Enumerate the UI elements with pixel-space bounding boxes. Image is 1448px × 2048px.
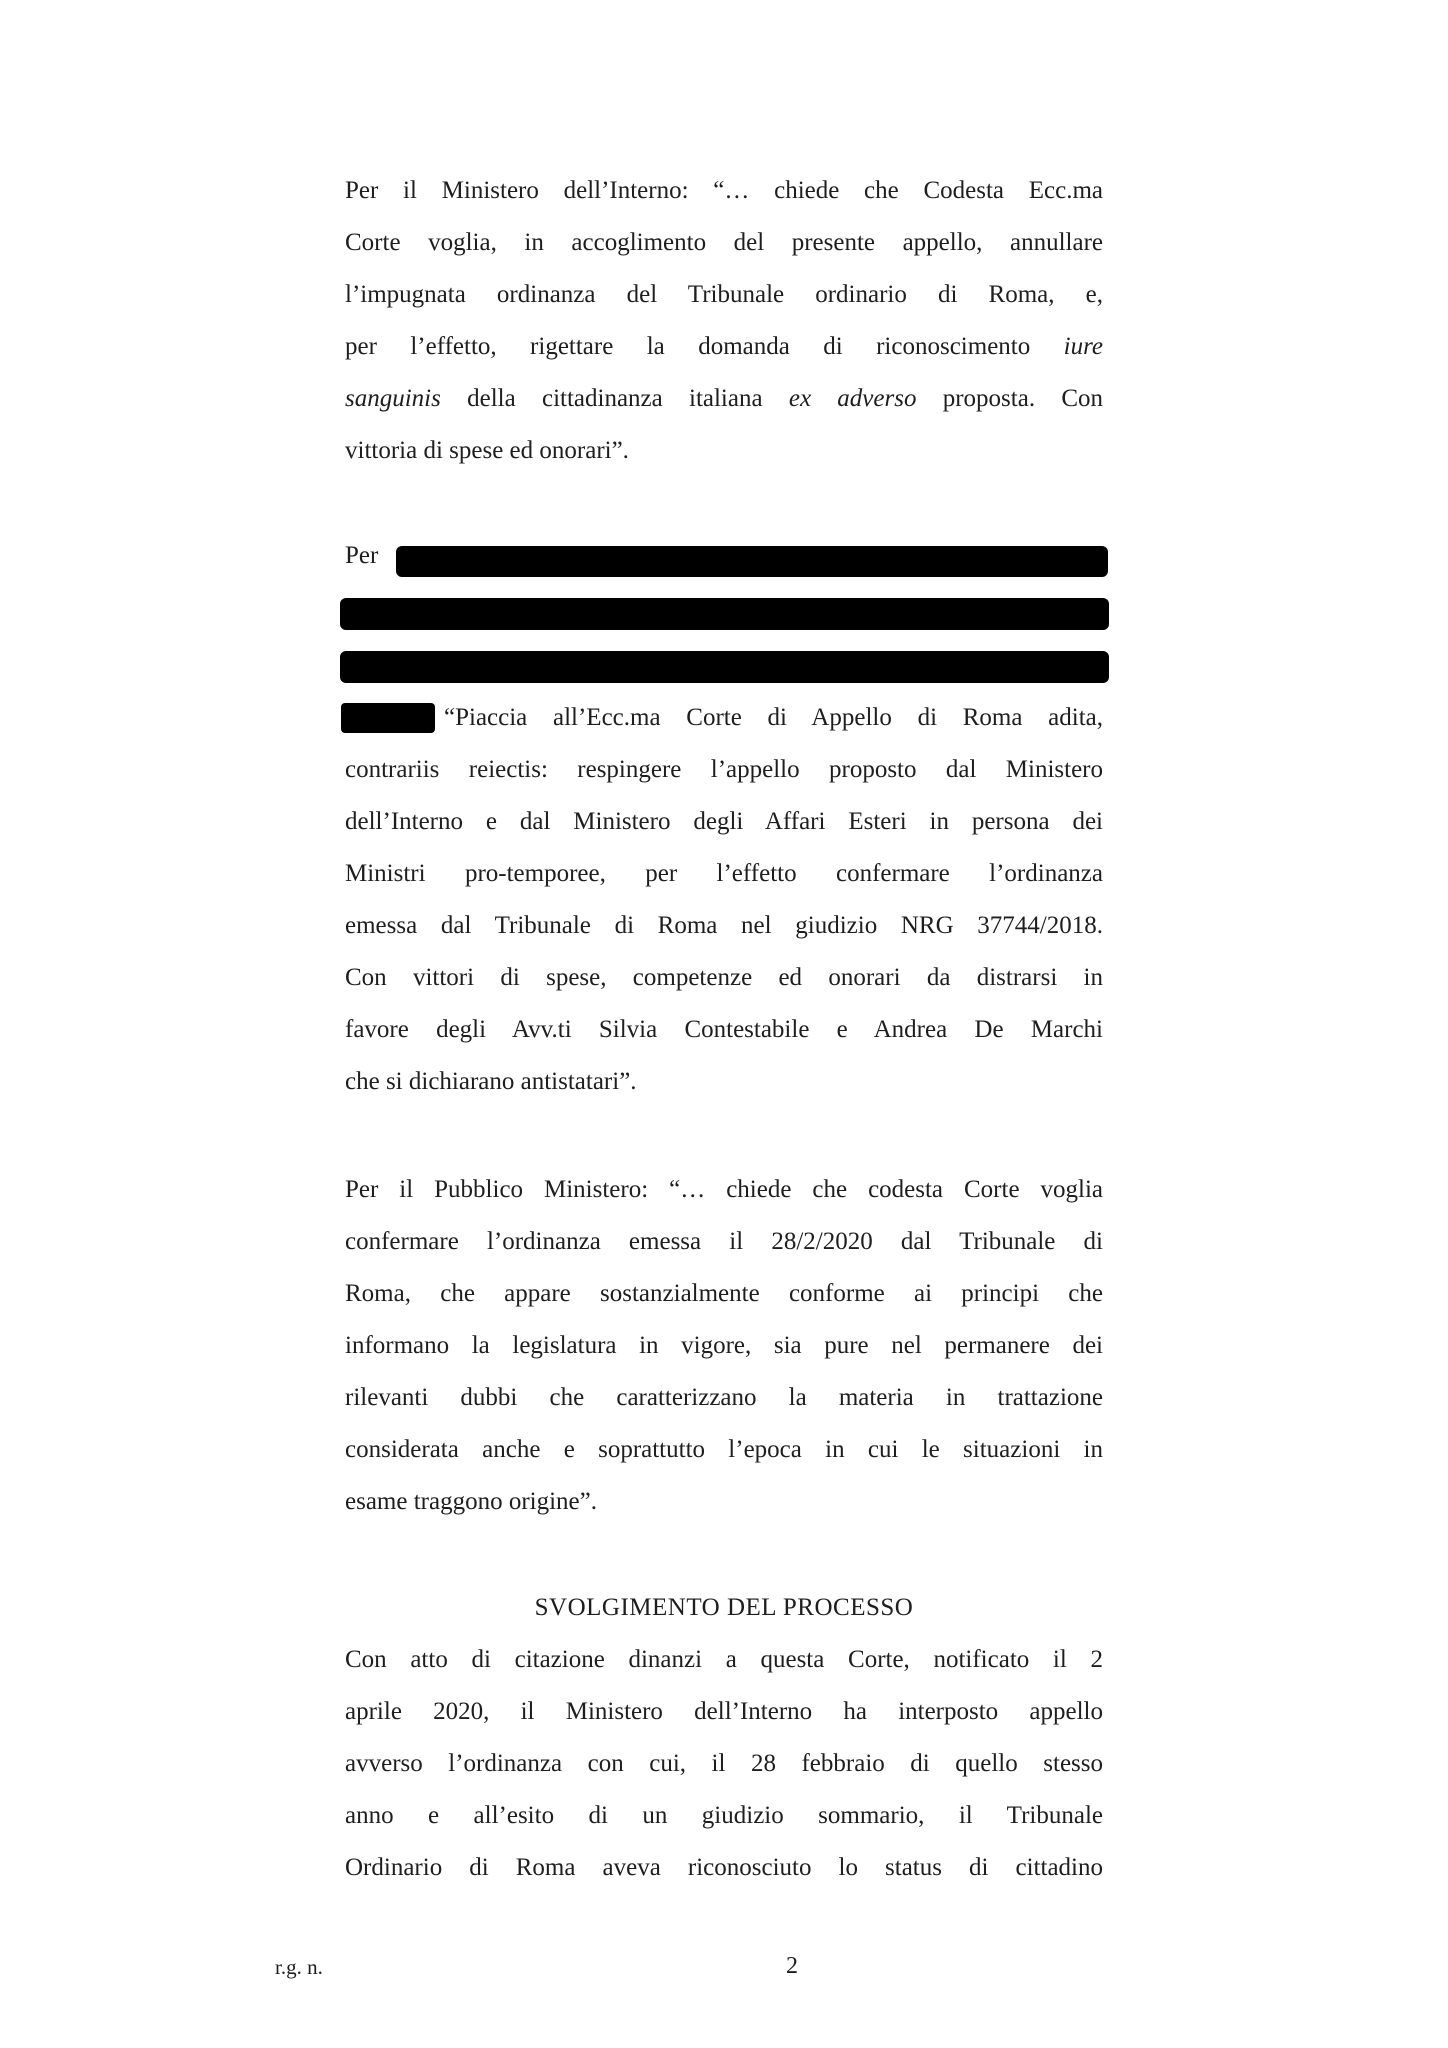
text-span: della cittadinanza italiana (467, 385, 763, 412)
text-line: Corte voglia, in accoglimento del presente appello, annullare (345, 229, 1103, 256)
redaction-bar (340, 598, 1109, 630)
text-span: per l’effetto, rigettare la domanda di riconoscimento (345, 333, 1031, 360)
text-line (345, 379, 1103, 419)
text-line: Ministri pro-temporee, per l’effetto confermare l’ordinanza (345, 860, 1103, 887)
text-line: rilevanti dubbi che caratterizzano la materia in trattazione (345, 1384, 1103, 1411)
text-line: Con vittori di spese, competenze ed onorari da distrarsi in (345, 964, 1103, 991)
text-line: favore degli Avv.ti Silvia Contestabile e Andrea De Marchi (345, 1016, 1103, 1043)
section-heading: SVOLGIMENTO DEL PROCESSO (534, 1594, 914, 1621)
text-line: Ordinario di Roma aveva riconosciuto lo status di cittadino (345, 1854, 1103, 1881)
text-line: considerata anche e soprattutto l’epoca in cui le situazioni in (345, 1436, 1103, 1463)
text-line: vittoria di spese ed onorari”. (345, 437, 629, 464)
text-line: l’impugnata ordinanza del Tribunale ordinario di Roma, e, (345, 281, 1103, 308)
text-line: “Piaccia all’Ecc.ma Corte di Appello di Roma adita, (444, 704, 1103, 731)
text-line: dell’Interno e dal Ministero degli Affari Esteri in persona dei (345, 808, 1103, 835)
text-line: Per il Pubblico Ministero: “… chiede che codesta Corte voglia (345, 1176, 1103, 1203)
text-line: emessa dal Tribunale di Roma nel giudizio NRG 37744/2018. (345, 912, 1103, 939)
text-line: anno e all’esito di un giudizio sommario, il Tribunale (345, 1802, 1103, 1829)
text-line: Con atto di citazione dinanzi a questa Corte, notificato il 2 (345, 1646, 1103, 1673)
text-line: esame traggono origine”. (345, 1488, 597, 1515)
redaction-bar (340, 651, 1109, 683)
page-number: 2 (786, 1953, 798, 1979)
text-span: proposta. Con (942, 385, 1104, 412)
text-line: Roma, che appare sostanzialmente conforme ai principi che (345, 1280, 1103, 1307)
text-line: Per il Ministero dell’Interno: “… chiede che Codesta Ecc.ma (345, 177, 1103, 204)
text-line (345, 327, 1103, 367)
text-line: contrariis reiectis: respingere l’appello proposto dal Ministero (345, 756, 1103, 783)
italic-term: iure (1063, 333, 1103, 360)
text-line: confermare l’ordinanza emessa il 28/2/2020 dal Tribunale di (345, 1228, 1103, 1255)
text-line: avverso l’ordinanza con cui, il 28 febbraio di quello stesso (345, 1750, 1103, 1777)
footer-rg-number: r.g. n. (275, 1955, 323, 1979)
redaction-bar (341, 703, 435, 733)
text-line: che si dichiarano antistatari”. (345, 1068, 637, 1095)
italic-term: sanguinis (345, 385, 441, 412)
text-line: aprile 2020, il Ministero dell’Interno ha interposto appello (345, 1698, 1103, 1725)
text-line: informano la legislatura in vigore, sia pure nel permanere dei (345, 1332, 1103, 1359)
text-line: Per (345, 542, 379, 569)
redaction-bar (396, 546, 1108, 577)
italic-term: ex adverso (788, 385, 917, 412)
